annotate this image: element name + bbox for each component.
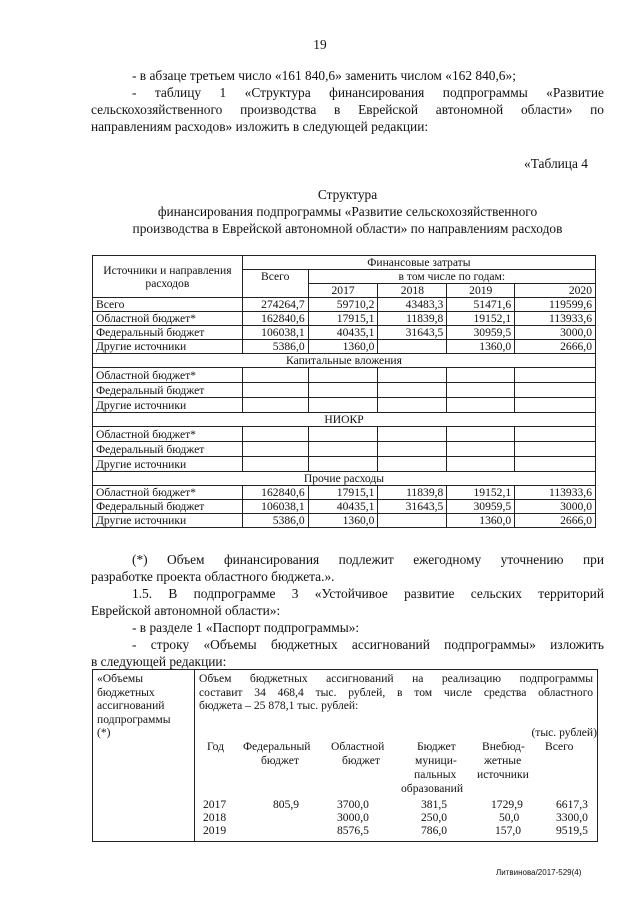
table-title-1: Структура	[317, 187, 378, 202]
row-label: Областной бюджет*	[93, 312, 243, 326]
cell-value: 3000,0	[515, 500, 596, 514]
budget-subtable	[195, 726, 597, 840]
table-row	[93, 340, 596, 354]
header-year: 2017	[308, 284, 378, 298]
row-label: Областной бюджет*	[93, 427, 243, 442]
cell-value	[378, 514, 447, 528]
header-sources: Источники и направления расходов	[93, 256, 243, 298]
cell-value: 43483,3	[378, 298, 447, 312]
para-1-5-line-2: Еврейской автономной области»:	[91, 603, 281, 618]
table-title-3: производства в Еврейской автономной области» по направлениям расходов	[132, 221, 563, 236]
budget-total: 6617,3	[556, 798, 588, 811]
cell-value: 11839,8	[378, 312, 447, 326]
budget-extra: 50,0	[499, 811, 520, 824]
cell-value: 19152,1	[447, 486, 515, 500]
para-1-5-line-1: 1.5. В подпрограмме 3 «Устойчивое развитие сельских территорий	[132, 586, 604, 601]
cell-value: 113933,6	[515, 486, 596, 500]
intro-line-2: - таблицу 1 «Структура финансирования подпрограммы «Развитие	[132, 85, 604, 100]
cell-value: 1360,0	[447, 340, 515, 354]
row-label: Другие источники	[93, 340, 243, 354]
budget-text	[199, 672, 593, 713]
para-1-5-line-5: в следующей редакции:	[91, 654, 227, 669]
table-row	[93, 442, 596, 457]
row-label: Федеральный бюджет	[93, 326, 243, 340]
intro-line-3: сельскохозяйственного производства в Еврейской автономной области» по	[91, 102, 604, 117]
budget-text-line: составит 34 468,4 тыс. рублей, в том числе средства областного	[199, 685, 593, 699]
budget-year: 2017	[203, 798, 227, 811]
table-row	[93, 312, 596, 326]
budget-header-fed: Федеральный	[243, 740, 311, 753]
cell-value: 19152,1	[447, 312, 515, 326]
cell-value: 5386,0	[242, 340, 308, 354]
cell-value: 40435,1	[308, 326, 378, 340]
budget-table	[92, 669, 598, 842]
cell-value: 274264,7	[242, 298, 308, 312]
budget-header-mun: образований	[401, 782, 464, 795]
budget-header-extra: источники	[477, 768, 529, 781]
cell-value: 1360,0	[308, 340, 378, 354]
budget-unit: (тыс. рублей)	[531, 726, 597, 739]
cell-value: 11839,8	[378, 486, 447, 500]
cell-value: 5386,0	[242, 514, 308, 528]
cell-value: 119599,6	[515, 298, 596, 312]
footnote-line-1: (*) Объем финансирования подлежит ежегодному уточнению при	[132, 552, 604, 567]
row-label: Другие источники	[93, 457, 243, 472]
budget-header-year: Год	[207, 740, 225, 753]
cell-value: 106038,1	[242, 500, 308, 514]
table-row	[93, 457, 596, 472]
footnote-line-2: разработке проекта областного бюджета.».	[91, 569, 335, 584]
table-row	[93, 298, 596, 312]
table-row	[93, 326, 596, 340]
budget-total: 3300,0	[556, 811, 588, 824]
para-1-5-line-3: - в разделе 1 «Паспорт подпрограммы»:	[132, 620, 360, 635]
budget-header-mun: пальных	[414, 768, 457, 781]
budget-left-line: (*)	[97, 726, 111, 739]
budget-header-obl: бюджет	[342, 754, 380, 767]
header-financial-costs: Финансовые затраты	[242, 256, 595, 270]
cell-value: 40435,1	[308, 500, 378, 514]
footer-code: Литвинова/2017-529(4)	[496, 868, 582, 877]
cell-value: 31643,5	[378, 326, 447, 340]
budget-left-line: бюджетных	[97, 685, 155, 699]
header-year: 2020	[515, 284, 596, 298]
budget-year: 2019	[203, 824, 227, 837]
table-row	[93, 368, 596, 383]
intro-line-1: - в абзаце третьем число «161 840,6» заменить числом «162 840,6»;	[132, 68, 516, 83]
budget-total: 9519,5	[556, 824, 588, 837]
table-row	[93, 514, 596, 528]
budget-header-obl: Областной	[331, 740, 385, 753]
row-label: Областной бюджет*	[93, 486, 243, 500]
section-other: Прочие расходы	[93, 472, 596, 486]
cell-value: 113933,6	[515, 312, 596, 326]
budget-left-line: подпрограммы	[97, 712, 171, 726]
table-row	[93, 486, 596, 500]
table-row	[93, 398, 596, 413]
budget-obl: 3700,0	[337, 798, 369, 811]
header-year: 2018	[378, 284, 447, 298]
cell-value: 162840,6	[242, 312, 308, 326]
section-niokr: НИОКР	[93, 413, 596, 427]
section-row	[93, 413, 596, 427]
page-number: 19	[313, 37, 327, 52]
header-total: Всего	[242, 270, 308, 298]
row-label: Всего	[93, 298, 243, 312]
budget-text-line: Объем бюджетных ассигнований на реализацию подпрограммы	[199, 672, 593, 685]
cell-value: 162840,6	[242, 486, 308, 500]
row-label: Другие источники	[93, 398, 243, 413]
header-year: 2019	[447, 284, 515, 298]
table-row	[93, 383, 596, 398]
budget-left-line: «Объемы	[97, 672, 144, 685]
cell-value: 17915,1	[308, 312, 378, 326]
cell-value: 1360,0	[308, 514, 378, 528]
section-row	[93, 472, 596, 486]
cell-value: 3000,0	[515, 326, 596, 340]
cell-value: 31643,5	[378, 500, 447, 514]
row-label: Федеральный бюджет	[93, 383, 243, 398]
cell-value	[378, 340, 447, 354]
table-title-2: финансирования подпрограммы «Развитие сельскохозяйственного	[157, 204, 538, 219]
cell-value: 17915,1	[308, 486, 378, 500]
budget-mun: 786,0	[421, 824, 448, 837]
budget-left-column	[97, 672, 193, 740]
row-label: Областной бюджет*	[93, 368, 243, 383]
budget-mun: 250,0	[421, 811, 448, 824]
cell-value: 2666,0	[515, 340, 596, 354]
budget-text-line: бюджета – 25 878,1 тыс. рублей:	[199, 699, 359, 712]
budget-header-extra: Внебюд-	[482, 740, 525, 753]
budget-header-fed: бюджет	[261, 754, 299, 767]
table-reference: «Таблица 4	[524, 156, 588, 171]
cell-value: 59710,2	[308, 298, 378, 312]
budget-left-line: ассигнований	[97, 699, 165, 712]
header-by-year: в том числе по годам:	[308, 270, 595, 284]
finance-structure-table	[92, 255, 596, 528]
table-row	[93, 427, 596, 442]
cell-value: 2666,0	[515, 514, 596, 528]
row-label: Федеральный бюджет	[93, 442, 243, 457]
budget-header-total: Всего	[545, 740, 574, 753]
budget-header-mun: Бюджет	[417, 740, 456, 753]
budget-extra: 157,0	[495, 824, 522, 837]
section-row	[93, 354, 596, 368]
budget-obl: 8576,5	[337, 824, 369, 837]
cell-value: 30959,5	[447, 326, 515, 340]
row-label: Другие источники	[93, 514, 243, 528]
row-label: Федеральный бюджет	[93, 500, 243, 514]
budget-fed: 805,9	[273, 798, 300, 811]
budget-extra: 1729,9	[491, 798, 523, 811]
budget-year: 2018	[203, 811, 227, 824]
budget-obl: 3000,0	[337, 811, 369, 824]
table-row	[93, 500, 596, 514]
budget-header-extra: жетные	[484, 754, 522, 767]
intro-line-4: направлениям расходов» изложить в следующей редакции:	[91, 119, 429, 134]
cell-value: 1360,0	[447, 514, 515, 528]
para-1-5-line-4: - строку «Объемы бюджетных ассигнований подпрограммы» изложить	[132, 637, 604, 652]
cell-value: 30959,5	[447, 500, 515, 514]
section-capital: Капитальные вложения	[93, 354, 596, 368]
cell-value: 106038,1	[242, 326, 308, 340]
budget-mun: 381,5	[421, 798, 448, 811]
cell-value: 51471,6	[447, 298, 515, 312]
budget-header-mun: муници-	[415, 754, 457, 767]
